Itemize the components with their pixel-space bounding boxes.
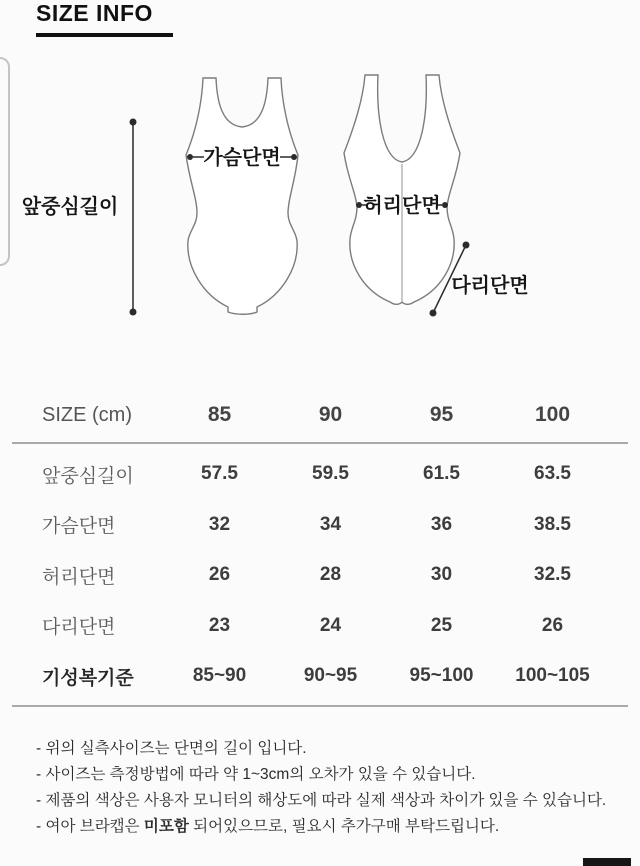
- table-divider-top: [12, 442, 628, 444]
- row-label: 앞중심길이: [42, 465, 134, 487]
- row-value: 90~95: [303, 665, 358, 687]
- note-text: 되어있으므로, 필요시 추가구매 부탁드립니다.: [188, 818, 500, 835]
- page-title: SIZE INFO: [36, 0, 153, 26]
- row-value: 26: [541, 614, 564, 636]
- row-value: 26: [208, 564, 231, 586]
- note-text: - 사이즈는 측정방법에 따라 약 1~3cm의 오차가 있을 수 있습니다.: [36, 766, 476, 783]
- row-value: 85~90: [192, 665, 247, 687]
- row-value: 57.5: [201, 463, 238, 485]
- title-underline: [36, 33, 173, 37]
- size-column-95: 95: [429, 403, 454, 426]
- note-bold-text: 미포함: [143, 818, 189, 835]
- disclaimer-notes: [36, 736, 616, 840]
- note-line: [36, 814, 616, 840]
- row-value: 61.5: [423, 463, 460, 485]
- size-table-body: [12, 449, 628, 702]
- chest-width-measure: [187, 145, 297, 169]
- row-label: 기성복기준: [42, 667, 134, 689]
- row-value: 32.5: [534, 564, 571, 586]
- note-line: [36, 788, 616, 814]
- row-value: 36: [430, 513, 453, 535]
- row-value: 30: [430, 564, 453, 586]
- size-table: [12, 393, 628, 707]
- row-label: 허리단면: [42, 566, 116, 588]
- table-row: [12, 500, 608, 551]
- row-value: 95~100: [409, 665, 474, 687]
- table-row: [12, 550, 608, 601]
- waist-width-measure: [356, 193, 448, 217]
- table-row: [12, 601, 608, 652]
- row-value: 28: [319, 564, 342, 586]
- table-row: [12, 651, 608, 702]
- row-value: 25: [430, 614, 453, 636]
- row-label: 다리단면: [42, 617, 116, 639]
- front-center-length-label: 앞중심길이: [21, 196, 119, 218]
- row-value: 23: [208, 614, 231, 636]
- size-table-header-label: SIZE (cm): [42, 403, 132, 426]
- row-value: 24: [319, 614, 342, 636]
- row-value: 34: [319, 513, 342, 535]
- row-label: 가슴단면: [42, 516, 116, 538]
- row-value: 32: [208, 513, 231, 535]
- row-value: 59.5: [312, 463, 349, 485]
- front-swimsuit-illustration: [186, 78, 298, 314]
- note-line: [36, 762, 616, 788]
- swimsuit-measurement-diagram: [0, 55, 640, 355]
- row-value: 63.5: [534, 463, 571, 485]
- note-line: [36, 736, 616, 762]
- chest-width-label: 가슴단면: [203, 147, 281, 169]
- size-column-90: 90: [318, 403, 343, 426]
- size-column-85: 85: [207, 403, 232, 426]
- note-text: - 위의 실측사이즈는 단면의 길이 입니다.: [36, 740, 307, 757]
- row-value: 100~105: [515, 665, 590, 687]
- waist-width-label: 허리단면: [363, 195, 441, 217]
- size-table-header-row: [12, 393, 608, 437]
- note-text: - 제품의 색상은 사용자 모니터의 해상도에 따라 실제 색상과 차이가 있을 수 있습니다.: [36, 792, 607, 809]
- next-section-fragment: [583, 858, 631, 866]
- row-value: 38.5: [534, 513, 571, 535]
- size-column-100: 100: [534, 403, 571, 426]
- front-center-length-measure: [22, 119, 137, 316]
- table-row: [12, 449, 608, 500]
- leg-width-label: 다리단면: [451, 275, 529, 297]
- note-text: - 여아 브라캡은: [36, 818, 144, 835]
- table-divider-bottom: [12, 705, 628, 707]
